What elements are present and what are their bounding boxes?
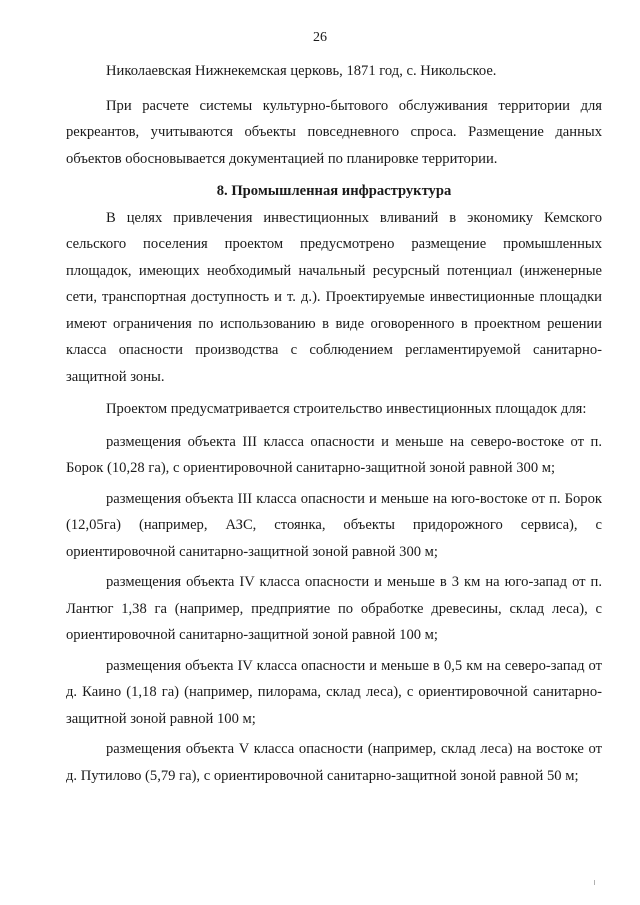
list-item: размещения объекта III класса опасности и меньше на юго-востоке от п. Борок (12,05га) (например, АЗС, стоянка, объекты придорожного сервиса), с ориентировочной санитарно-защитной зоной равной 300 м; — [66, 490, 602, 560]
page-number: 26 — [313, 30, 327, 45]
section-intro-paragraph: В целях привлечения инвестиционных вливаний в экономику Кемского сельского поселения проектом предусмотрено размещение промышленных площадок, имеющих необходимый начальный ресурсный потенциал (инженерные сети, транспортная доступность и т. д.). Проектируемые инвестиционные площадки имеют ограничения по использованию в виде оговоренного в проектном решении класса опасности производства с соблюдением регламентируемой санитарно-защитной зоны. — [66, 209, 602, 385]
list-item: размещения объекта III класса опасности и меньше на северо-востоке от п. Борок (10,28 га), с ориентировочной санитарно-защитной зоной равной 300 м; — [66, 433, 602, 476]
photo-caption: Николаевская Нижнекемская церковь, 1871 год, с. Никольское. — [106, 63, 497, 79]
section-lead-paragraph: Проектом предусматривается строительство инвестиционных площадок для: — [106, 401, 587, 417]
list-item: размещения объекта IV класса опасности и меньше в 0,5 км на северо-запад от д. Каино (1,18 га) (например, пилорама, склад леса), с ориентировочной санитарно-защитной зоной равной 100 м; — [66, 657, 602, 727]
page-content — [66, 58, 602, 793]
scan-artifact — [594, 880, 595, 885]
services-paragraph: При расчете системы культурно-бытового обслуживания территории для рекреантов, учитываются объекты повседневного спроса. Размещение данных объектов обосновывается документацией по планировке территории. — [66, 97, 602, 167]
list-item: размещения объекта V класса опасности (например, склад леса) на востоке от д. Путилово (5,79 га), с ориентировочной санитарно-защитной зоной равной 50 м; — [66, 741, 602, 784]
section-heading: 8. Промышленная инфраструктура — [216, 183, 452, 199]
list-item: размещения объекта IV класса опасности и меньше в 3 км на юго-запад от п. Лантюг 1,38 га (например, предприятие по обработке древесины, склад леса), с ориентировочной санитарно-защитной зоной равной 100 м; — [66, 574, 602, 643]
